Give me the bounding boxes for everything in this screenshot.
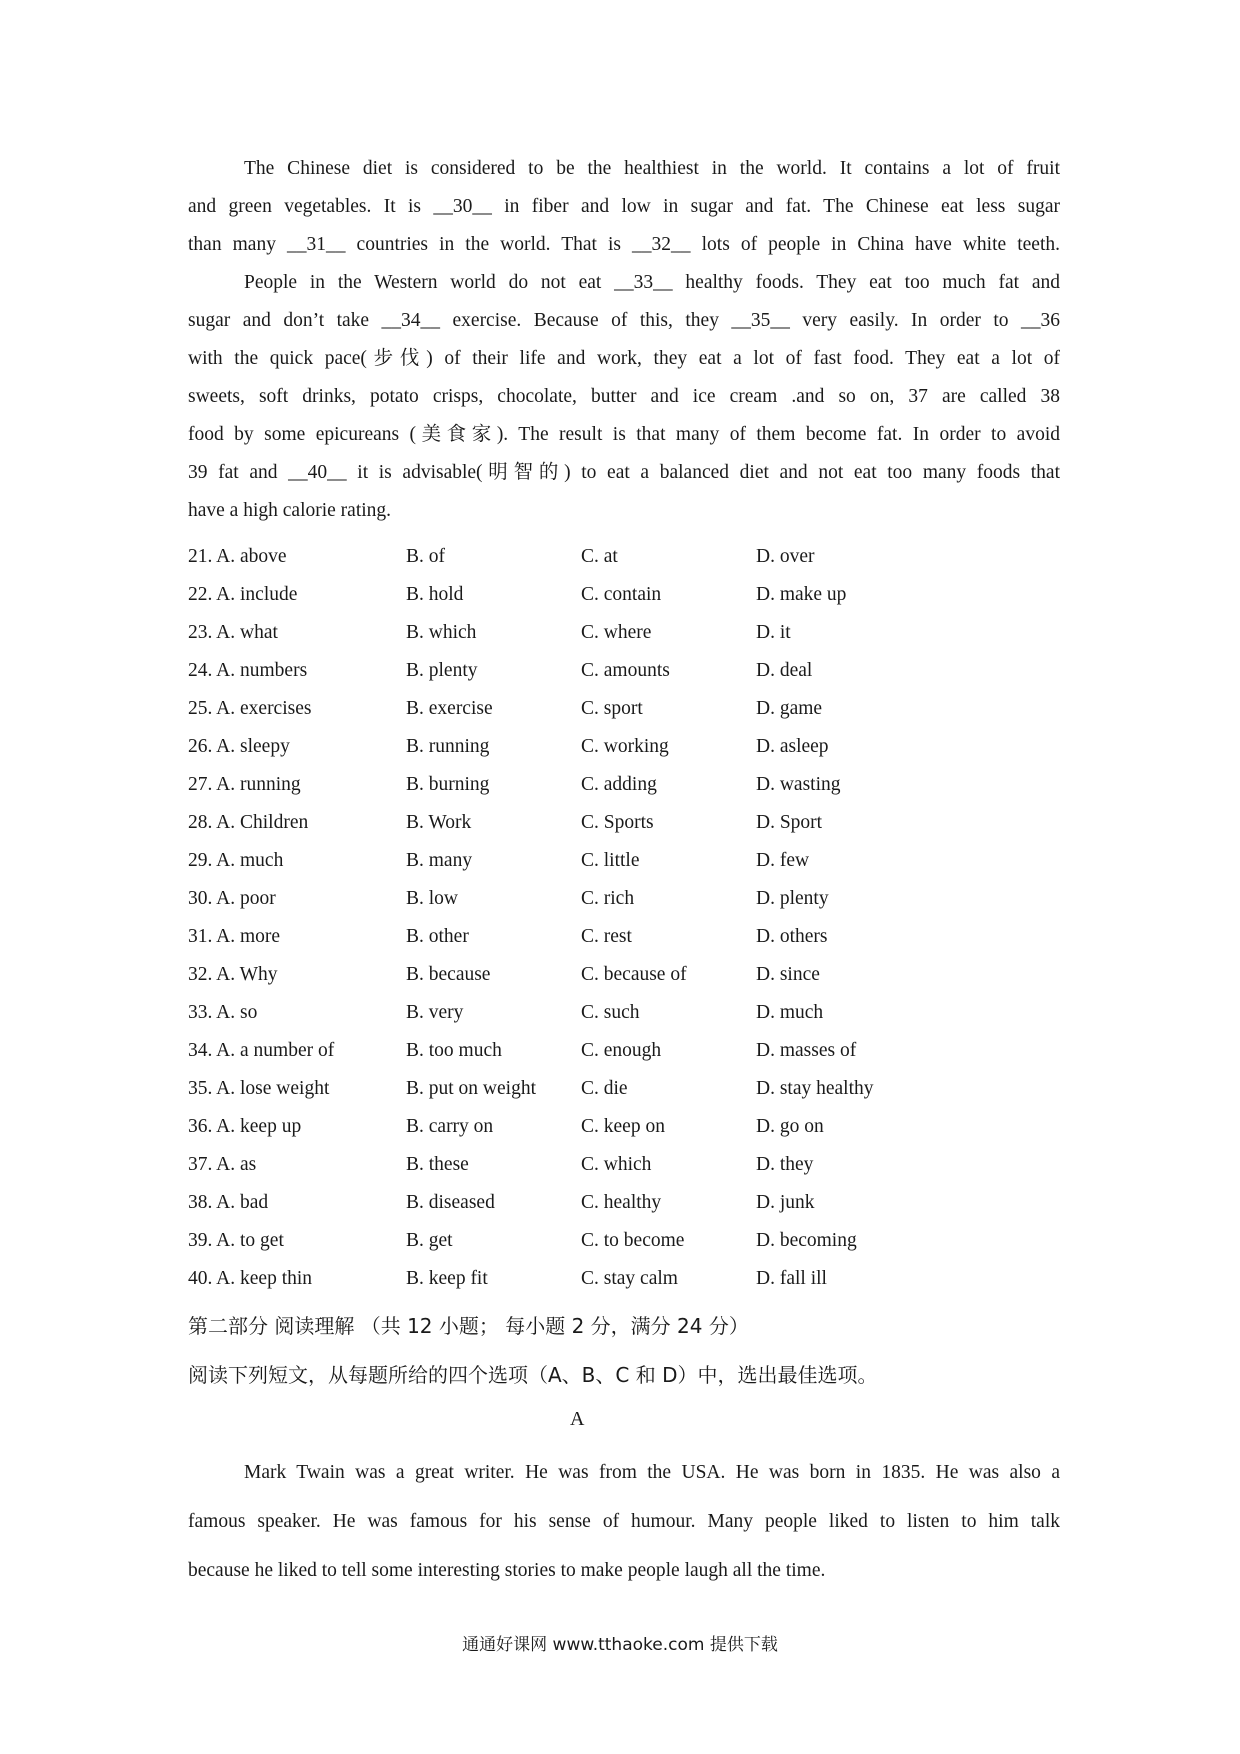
option-d: D. it bbox=[756, 622, 791, 643]
option-b: B. these bbox=[406, 1154, 469, 1175]
option-b: B. which bbox=[406, 622, 477, 643]
option-d: D. over bbox=[756, 546, 815, 567]
passage-line: Mark Twain was a great writer. He was from the USA. He was born in 1835. He was also a bbox=[244, 1462, 1060, 1483]
option-row bbox=[188, 956, 988, 994]
option-a: 32. A. Why bbox=[188, 964, 278, 985]
option-c: C. enough bbox=[581, 1040, 662, 1061]
option-d: D. much bbox=[756, 1002, 824, 1023]
option-row bbox=[188, 766, 988, 804]
option-a: 35. A. lose weight bbox=[188, 1078, 330, 1099]
option-c: C. die bbox=[581, 1078, 628, 1099]
option-b: B. get bbox=[406, 1230, 453, 1251]
option-a: 23. A. what bbox=[188, 622, 278, 643]
option-d: D. stay healthy bbox=[756, 1078, 874, 1099]
option-d: D. plenty bbox=[756, 888, 829, 909]
option-d: D. Sport bbox=[756, 812, 823, 833]
option-d: D. others bbox=[756, 926, 828, 947]
option-row bbox=[188, 918, 988, 956]
option-b: B. too much bbox=[406, 1040, 502, 1061]
option-c: C. little bbox=[581, 850, 640, 871]
option-c: C. stay calm bbox=[581, 1268, 678, 1289]
option-row bbox=[188, 1222, 988, 1260]
option-b: B. exercise bbox=[406, 698, 493, 719]
option-row bbox=[188, 842, 988, 880]
option-b: B. many bbox=[406, 850, 473, 871]
option-row bbox=[188, 880, 988, 918]
option-a: 22. A. include bbox=[188, 584, 298, 605]
option-row bbox=[188, 1260, 988, 1298]
option-a: 28. A. Children bbox=[188, 812, 309, 833]
option-b: B. Work bbox=[406, 812, 472, 833]
option-a: 39. A. to get bbox=[188, 1230, 284, 1251]
option-b: B. burning bbox=[406, 774, 490, 795]
option-a: 40. A. keep thin bbox=[188, 1268, 313, 1289]
page-footer: 通通好课网 www.tthaoke.com 提供下载 bbox=[462, 1635, 778, 1655]
option-row bbox=[188, 728, 988, 766]
option-d: D. becoming bbox=[756, 1230, 857, 1251]
option-d: D. since bbox=[756, 964, 820, 985]
option-b: B. keep fit bbox=[406, 1268, 488, 1289]
option-a: 25. A. exercises bbox=[188, 698, 312, 719]
option-c: C. rich bbox=[581, 888, 635, 909]
passage-line: The Chinese diet is considered to be the healthiest in the world. It contains a lot of fruit bbox=[244, 158, 1060, 179]
option-a: 21. A. above bbox=[188, 546, 287, 567]
option-c: C. keep on bbox=[581, 1116, 665, 1137]
option-b: B. diseased bbox=[406, 1192, 495, 1213]
passage-line: because he liked to tell some interesting stories to make people laugh all the time. bbox=[188, 1560, 826, 1581]
passage-line: food by some epicureans (美食家). The result is that many of them become fat. In order to avoid bbox=[188, 424, 1060, 445]
option-row bbox=[188, 538, 988, 576]
passage-line: with the quick pace(步伐) of their life and work, they eat a lot of fast food. They eat a lot of bbox=[188, 348, 1060, 369]
option-c: C. sport bbox=[581, 698, 643, 719]
option-d: D. they bbox=[756, 1154, 814, 1175]
option-d: D. game bbox=[756, 698, 823, 719]
option-a: 31. A. more bbox=[188, 926, 281, 947]
section-heading: 第二部分 阅读理解 （共 12 小题； 每小题 2 分，满分 24 分） bbox=[188, 1314, 749, 1338]
section-instruction: 阅读下列短文，从每题所给的四个选项（A、B、C 和 D）中，选出最佳选项。 bbox=[188, 1363, 878, 1387]
option-d: D. few bbox=[756, 850, 810, 871]
option-c: C. Sports bbox=[581, 812, 654, 833]
option-a: 38. A. bad bbox=[188, 1192, 269, 1213]
option-a: 27. A. running bbox=[188, 774, 301, 795]
cloze-passage bbox=[188, 150, 1060, 530]
option-d: D. wasting bbox=[756, 774, 841, 795]
option-row bbox=[188, 576, 988, 614]
option-a: 37. A. as bbox=[188, 1154, 257, 1175]
option-a: 36. A. keep up bbox=[188, 1116, 302, 1137]
option-b: B. low bbox=[406, 888, 459, 909]
option-row bbox=[188, 1146, 988, 1184]
passage-line: have a high calorie rating. bbox=[188, 500, 392, 521]
option-d: D. asleep bbox=[756, 736, 829, 757]
option-a: 33. A. so bbox=[188, 1002, 258, 1023]
option-row bbox=[188, 614, 988, 652]
option-c: C. healthy bbox=[581, 1192, 662, 1213]
option-c: C. where bbox=[581, 622, 652, 643]
option-c: C. because of bbox=[581, 964, 687, 985]
option-row bbox=[188, 804, 988, 842]
answer-options bbox=[188, 538, 988, 1298]
option-c: C. adding bbox=[581, 774, 657, 795]
option-c: C. which bbox=[581, 1154, 652, 1175]
option-a: 29. A. much bbox=[188, 850, 284, 871]
option-c: C. contain bbox=[581, 584, 662, 605]
passage-line: sweets, soft drinks, potato crisps, chocolate, butter and ice cream .and so on, 37 are called 38 bbox=[188, 386, 1060, 407]
option-row bbox=[188, 1032, 988, 1070]
option-row bbox=[188, 994, 988, 1032]
option-d: D. junk bbox=[756, 1192, 815, 1213]
option-c: C. such bbox=[581, 1002, 640, 1023]
passage-line: and green vegetables. It is __30__ in fiber and low in sugar and fat. The Chinese eat less sugar bbox=[188, 196, 1060, 217]
option-d: D. deal bbox=[756, 660, 813, 681]
option-b: B. hold bbox=[406, 584, 464, 605]
option-b: B. plenty bbox=[406, 660, 478, 681]
option-b: B. because bbox=[406, 964, 491, 985]
option-b: B. carry on bbox=[406, 1116, 494, 1137]
option-a: 30. A. poor bbox=[188, 888, 276, 909]
option-d: D. go on bbox=[756, 1116, 824, 1137]
option-d: D. fall ill bbox=[756, 1268, 827, 1289]
reading-passage bbox=[188, 1448, 1060, 1595]
option-b: B. other bbox=[406, 926, 469, 947]
option-b: B. running bbox=[406, 736, 490, 757]
option-c: C. amounts bbox=[581, 660, 670, 681]
option-c: C. rest bbox=[581, 926, 632, 947]
passage-line: 39 fat and __40__ it is advisable(明智的) to eat a balanced diet and not eat too many foods that bbox=[188, 462, 1060, 483]
option-a: 24. A. numbers bbox=[188, 660, 308, 681]
passage-line: famous speaker. He was famous for his sense of humour. Many people liked to listen to him talk bbox=[188, 1511, 1060, 1532]
option-c: C. working bbox=[581, 736, 669, 757]
option-b: B. put on weight bbox=[406, 1078, 536, 1099]
option-c: C. to become bbox=[581, 1230, 685, 1251]
option-b: B. of bbox=[406, 546, 445, 567]
option-d: D. make up bbox=[756, 584, 847, 605]
option-d: D. masses of bbox=[756, 1040, 857, 1061]
passage-letter: A bbox=[570, 1408, 585, 1430]
option-a: 34. A. a number of bbox=[188, 1040, 335, 1061]
option-row bbox=[188, 1108, 988, 1146]
passage-line: People in the Western world do not eat __33__ healthy foods. They eat too much fat and bbox=[244, 272, 1060, 293]
option-a: 26. A. sleepy bbox=[188, 736, 290, 757]
option-c: C. at bbox=[581, 546, 618, 567]
option-b: B. very bbox=[406, 1002, 464, 1023]
option-row bbox=[188, 690, 988, 728]
passage-line: sugar and don’t take __34__ exercise. Because of this, they __35__ very easily. In order to __36 bbox=[188, 310, 1060, 331]
option-row bbox=[188, 1070, 988, 1108]
option-row bbox=[188, 1184, 988, 1222]
option-row bbox=[188, 652, 988, 690]
passage-line: than many __31__ countries in the world. That is __32__ lots of people in China have white teeth. bbox=[188, 234, 1060, 255]
